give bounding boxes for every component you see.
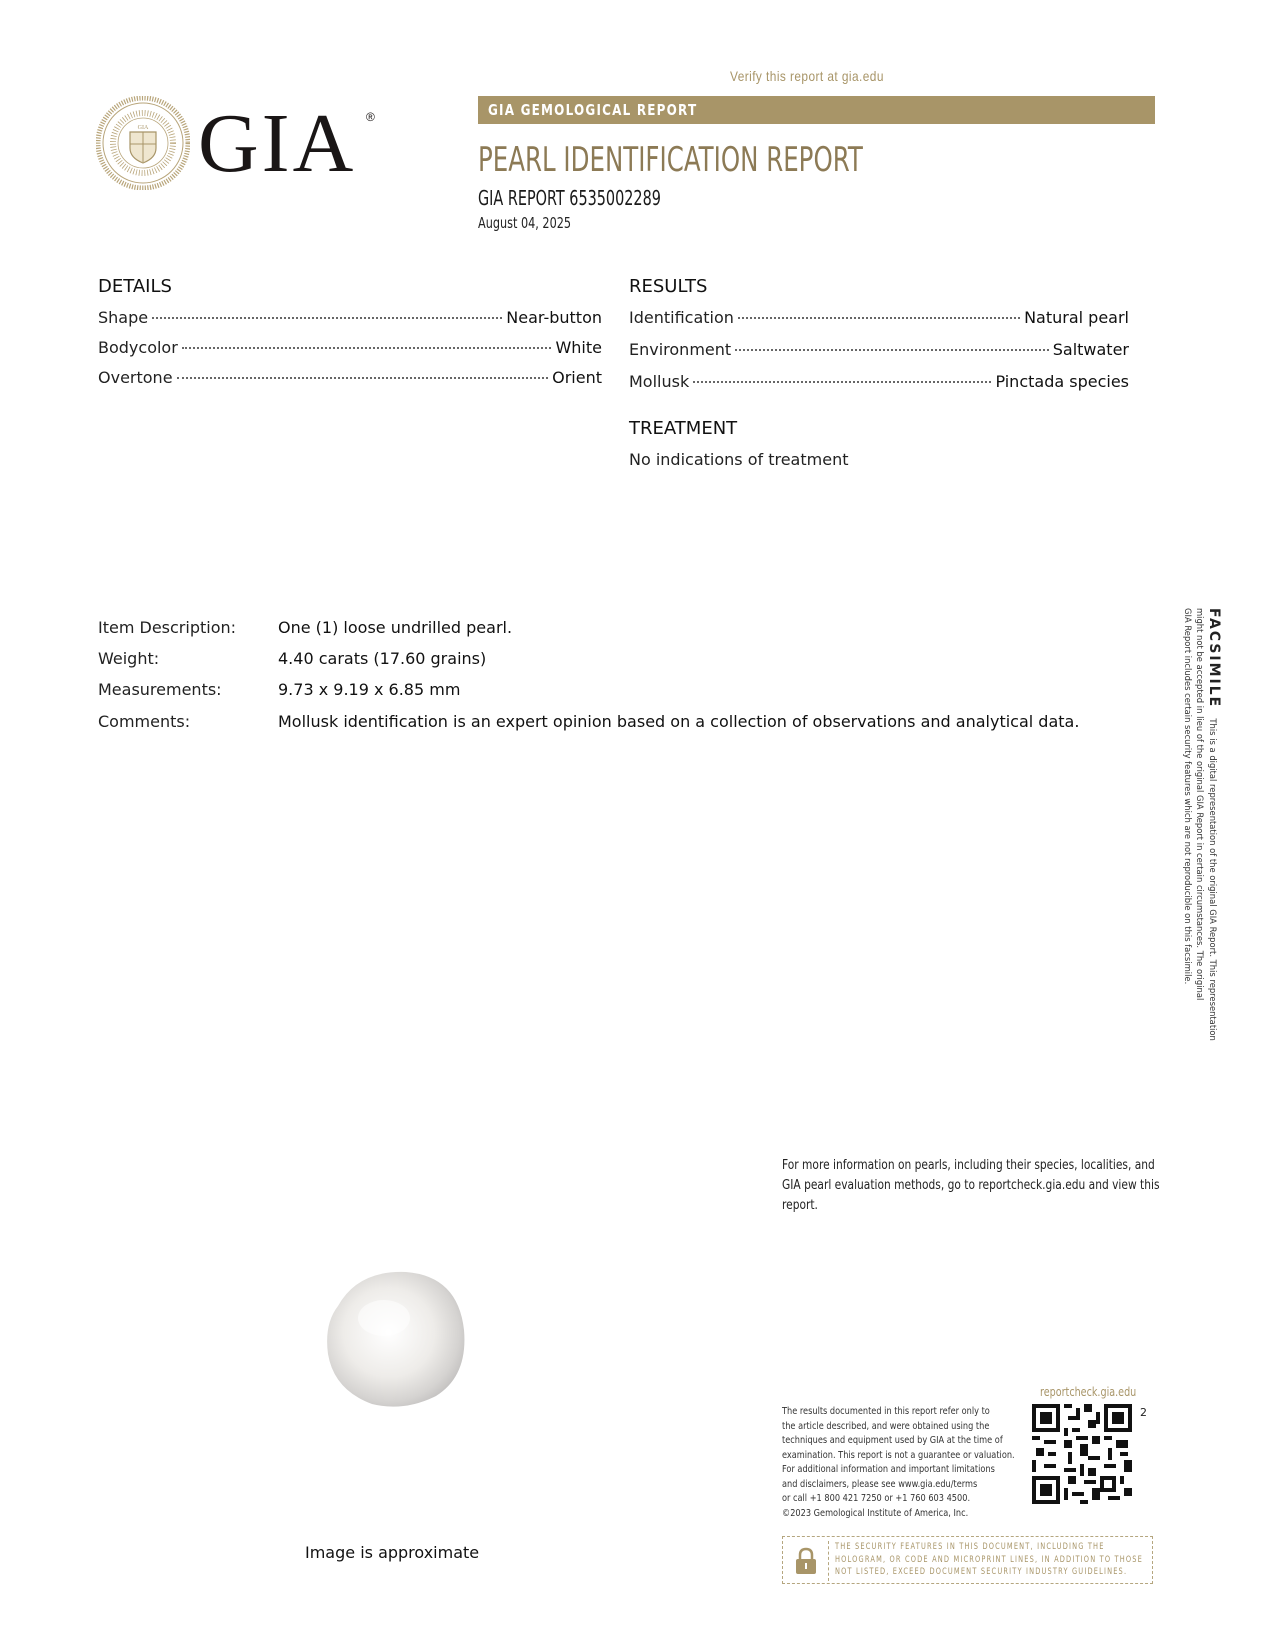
comments-row (98, 712, 1079, 731)
facsimile-line-2: might not be accepted in lieu of the original GIA Report in certain circumstances. The original (1195, 608, 1205, 1001)
page-number: 2 (1140, 1406, 1147, 1419)
detail-label: Bodycolor (98, 338, 178, 357)
pearl-image (318, 1266, 468, 1410)
verify-link[interactable]: Verify this report at gia.edu (730, 68, 884, 84)
treatment-text: No indications of treatment (629, 450, 849, 469)
report-title: PEARL IDENTIFICATION REPORT (478, 140, 863, 180)
detail-value: Orient (552, 368, 602, 387)
result-row-identification (629, 308, 1129, 332)
security-text: THE SECURITY FEATURES IN THIS DOCUMENT, INCLUDING THE HOLOGRAM, OR CODE AND MICROPRINT LINES, IN ADDITION TO THOSE NOT LISTED, EXCEED DOCUMENT SECURITY INDUSTRY GUIDELINES. (835, 1542, 1143, 1577)
seal-label: GIA (137, 125, 149, 131)
image-caption: Image is approximate (305, 1543, 480, 1562)
measurements-value: 9.73 x 9.19 x 6.85 mm (278, 680, 461, 699)
result-value: Pinctada species (995, 372, 1129, 391)
registered-mark: ® (366, 110, 375, 124)
result-label: Identification (629, 308, 734, 327)
result-label: Mollusk (629, 372, 690, 391)
gia-logo: GIA (198, 97, 357, 190)
result-row-environment (629, 340, 1129, 364)
facsimile-word: FACSIMILE (1206, 608, 1222, 709)
qr-code-icon[interactable] (1032, 1404, 1132, 1504)
report-date: August 04, 2025 (478, 214, 572, 232)
details-heading: DETAILS (98, 276, 172, 297)
weight-label: Weight: (98, 649, 160, 668)
detail-label: Overtone (98, 368, 173, 387)
result-row-mollusk (629, 372, 1129, 396)
legal-disclaimer: The results documented in this report refer only to the article described, and were obtained using the techniques and equipment used by GIA at the time of examination. This report is not a guarantee or valuation. For additional information and important limitations and disclaimers, please see www.gia.edu/terms or call +1 800 421 7250 or +1 760 603 4500. ©2023 Gemological Institute of America, Inc. (782, 1406, 1015, 1519)
item-description-row (98, 618, 512, 637)
weight-value: 4.40 carats (17.60 grains) (278, 649, 487, 668)
security-notice (782, 1536, 1153, 1584)
weight-row (98, 649, 486, 668)
detail-row-shape (98, 308, 602, 332)
treatment-heading: TREATMENT (629, 418, 738, 439)
result-value: Saltwater (1052, 340, 1129, 359)
lock-icon (793, 1547, 819, 1575)
more-info-text: For more information on pearls, including their species, localities, and GIA pearl evaluation methods, go to reportcheck.gia.edu and view this report. (782, 1158, 1160, 1213)
item-description-label: Item Description: (98, 618, 237, 637)
measurements-label: Measurements: (98, 680, 222, 699)
report-number: GIA REPORT 6535002289 (478, 186, 661, 210)
facsimile-line-1: This is a digital representation of the original GIA Report. This representation (1208, 718, 1218, 1041)
report-type-banner (478, 96, 1155, 124)
facsimile-notice (1165, 608, 1225, 1048)
item-description-value: One (1) loose undrilled pearl. (278, 618, 513, 637)
comments-label: Comments: (98, 712, 191, 731)
measurements-row (98, 680, 460, 699)
gia-seal-icon (96, 96, 190, 190)
detail-value: White (555, 338, 602, 357)
result-label: Environment (629, 340, 732, 359)
detail-label: Shape (98, 308, 149, 327)
result-value: Natural pearl (1024, 308, 1129, 327)
facsimile-line-3: GIA Report includes certain security features which are not reproducible on this facsimile. (1183, 608, 1193, 985)
report-type-label: GIA GEMOLOGICAL REPORT (488, 101, 698, 119)
comments-value: Mollusk identification is an expert opinion based on a collection of observations and analytical data. (278, 712, 1080, 731)
detail-value: Near-button (506, 308, 602, 327)
detail-row-overtone (98, 368, 602, 392)
results-heading: RESULTS (629, 276, 708, 297)
reportcheck-link[interactable]: reportcheck.gia.edu (1040, 1385, 1137, 1399)
detail-row-bodycolor (98, 338, 602, 362)
